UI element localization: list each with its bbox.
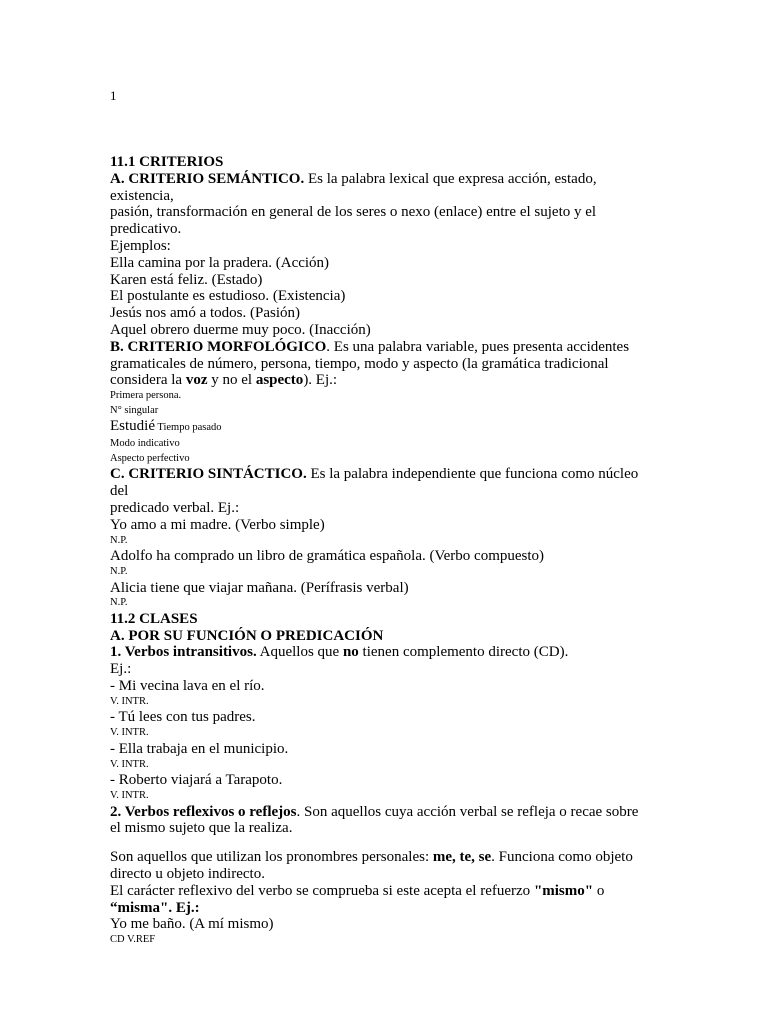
subsection-heading: A. POR SU FUNCIÓN O PREDICACIÓN — [110, 627, 384, 644]
annotation: N° singular — [110, 404, 159, 416]
text-line: gramaticales de número, persona, tiempo, modo y aspecto (la gramática tradicional — [110, 355, 609, 372]
section-title-11-1: 11.1 CRITERIOS — [110, 154, 224, 170]
paragraph-gap — [110, 837, 655, 849]
annotation: Primera persona. — [110, 390, 182, 402]
annotation: N.P. — [110, 597, 128, 609]
example-line: Karen está feliz. (Estado) — [110, 271, 263, 288]
annotation: N.P. — [110, 565, 128, 577]
estudie-line: Estudié Tiempo pasado — [110, 418, 222, 435]
example-line: - Ella trabaja en el municipio. — [110, 740, 289, 757]
text-line: Ej.: — [110, 661, 132, 678]
text-line: el mismo sujeto que la realiza. — [110, 820, 293, 837]
document-body — [110, 154, 655, 948]
annotation: Modo indicativo — [110, 438, 180, 450]
example-line: Adolfo ha comprado un libro de gramática española. (Verbo compuesto) — [110, 548, 545, 565]
examples-label: Ejemplos: — [110, 237, 171, 254]
text-line: pasión, transformación en general de los seres o nexo (enlace) entre el sujeto y el — [110, 204, 597, 221]
annotation: V. INTR. — [110, 727, 149, 739]
annotation: V. INTR. — [110, 790, 149, 802]
text-line: existencia, — [110, 187, 174, 204]
annotation: Aspecto perfectivo — [110, 452, 190, 464]
text-line: predicado verbal. Ej.: — [110, 499, 240, 516]
example-line: Alicia tiene que viajar mañana. (Perífrasis verbal) — [110, 579, 409, 596]
text-line: del — [110, 483, 129, 500]
example-line: Yo amo a mi madre. (Verbo simple) — [110, 516, 325, 533]
criterio-sintactico-paragraph: C. CRITERIO SINTÁCTICO. Es la palabra independiente que funciona como núcleo — [110, 466, 639, 483]
annotation: CD V.REF — [110, 934, 156, 946]
example-line: Yo me baño. (A mí mismo) — [110, 916, 274, 933]
annotation: N.P. — [110, 534, 128, 546]
text-line: directo u objeto indirecto. — [110, 866, 265, 883]
criterio-morfologico-heading: B. CRITERIO MORFOLÓGICO — [110, 338, 327, 355]
criterio-sintactico-heading: C. CRITERIO SINTÁCTICO. — [110, 466, 307, 483]
verbos-reflexivos-paragraph: 2. Verbos reflexivos o reflejos. Son aquellos cuya acción verbal se refleja o recae sobre — [110, 803, 639, 820]
criterio-semantico-paragraph: A. CRITERIO SEMÁNTICO. Es la palabra lexical que expresa acción, estado, — [110, 170, 597, 187]
text-line: predicativo. — [110, 221, 182, 238]
text-line: “misma". Ej.: — [110, 899, 200, 916]
section-title-11-2: 11.2 CLASES — [110, 610, 198, 627]
annotation: V. INTR. — [110, 758, 149, 770]
text-line: considera la voz y no el aspecto). Ej.: — [110, 372, 338, 389]
criterio-semantico-heading: A. CRITERIO SEMÁNTICO. — [110, 170, 305, 187]
example-line: Jesús nos amó a todos. (Pasión) — [110, 305, 300, 322]
text-line: El carácter reflexivo del verbo se comprueba si este acepta el refuerzo "mismo" o — [110, 882, 605, 899]
page-number: 1 — [110, 88, 117, 103]
verbos-intransitivos-paragraph: 1. Verbos intransitivos. Aquellos que no tienen complemento directo (CD). — [110, 644, 569, 661]
example-line: Ella camina por la pradera. (Acción) — [110, 254, 330, 271]
example-line: El postulante es estudioso. (Existencia) — [110, 288, 346, 305]
example-line: - Mi vecina lava en el río. — [110, 678, 265, 695]
example-line: Aquel obrero duerme muy poco. (Inacción) — [110, 321, 371, 338]
criterio-morfologico-paragraph: B. CRITERIO MORFOLÓGICO. Es una palabra variable, pues presenta accidentes — [110, 338, 630, 355]
text-line: Son aquellos que utilizan los pronombres personales: me, te, se. Funciona como objeto — [110, 849, 633, 866]
annotation: V. INTR. — [110, 695, 149, 707]
example-line: - Roberto viajará a Tarapoto. — [110, 772, 283, 789]
example-line: - Tú lees con tus padres. — [110, 709, 256, 726]
